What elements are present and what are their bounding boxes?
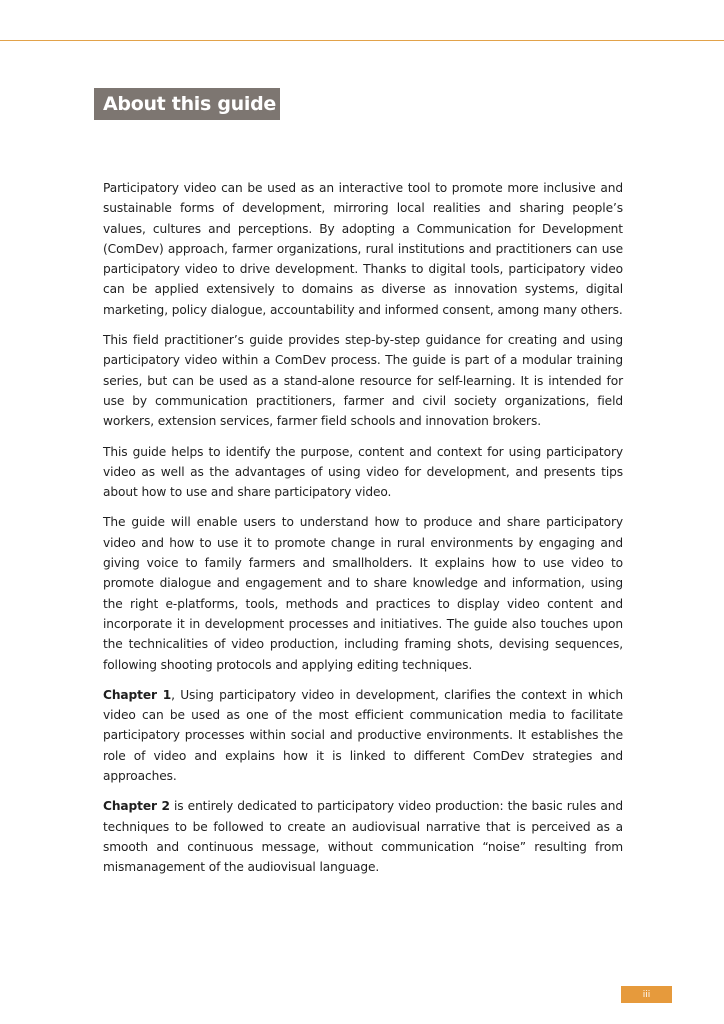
paragraph-purpose	[103, 442, 623, 503]
paragraph-text: This guide helps to identify the purpose, content and context for using participatory video as well as the advantages of using video for development, and presents tips about how to use and share participatory video.	[103, 444, 623, 500]
page-number: iii	[642, 989, 651, 1000]
page-title: About this guide	[103, 93, 276, 115]
paragraph-text: , Using participatory video in development, clarifies the context in which video can be used as one of the most efficient communication media to facilitate participatory processes within social and productive environments. It establishes the role of video and explains how it is linked to different ComDev strategies and approaches.	[103, 687, 623, 784]
body-text	[103, 178, 623, 888]
paragraph-chapter-2	[103, 796, 623, 877]
paragraph-chapter-1	[103, 685, 623, 786]
paragraph-text: is entirely dedicated to participatory video production: the basic rules and techniques to be followed to create an audiovisual narrative that is perceived as a smooth and continuous message, without communication “noise” resulting from mismanagement of the audiovisual language.	[103, 799, 623, 875]
header-rule	[0, 40, 724, 41]
paragraph-text: This field practitioner’s guide provides step-by-step guidance for creating and using participatory video within a ComDev process. The guide is part of a modular training series, but can be used as a stand-alone resource for self-learning. It is intended for use by communication practitioners, farmer and civil society organizations, field workers, extension services, farmer field schools and innovation brokers.	[103, 333, 623, 429]
paragraph-audience	[103, 330, 623, 431]
paragraph-text: The guide will enable users to understand how to produce and share participatory video and how to use it to promote change in rural environments by engaging and giving voice to family farmers and smallholders. It explains how to use video to promote dialogue and engagement and to share knowledge and information, using the right e-platforms, tools, methods and practices to display video content and incorporate it in development processes and initiatives. The guide also touches upon the technicalities of video production, including framing shots, devising sequences, following shooting protocols and applying editing techniques.	[103, 515, 623, 672]
chapter-1-lead: Chapter 1	[103, 687, 172, 702]
paragraph-intro	[103, 178, 623, 320]
page-number-badge	[621, 986, 672, 1003]
paragraph-outcomes	[103, 512, 623, 674]
chapter-2-lead: Chapter 2	[103, 799, 170, 814]
paragraph-text: Participatory video can be used as an interactive tool to promote more inclusive and sustainable forms of development, mirroring local realities and sharing people’s values, cultures and perceptions. By adopting a Communication for Development (ComDev) approach, farmer organizations, rural institutions and practitioners can use participatory video to drive development. Thanks to digital tools, participatory video can be applied extensively to domains as diverse as innovation systems, digital marketing, policy dialogue, accountability and informed consent, among many others.	[103, 181, 623, 317]
section-title-box	[94, 88, 280, 120]
